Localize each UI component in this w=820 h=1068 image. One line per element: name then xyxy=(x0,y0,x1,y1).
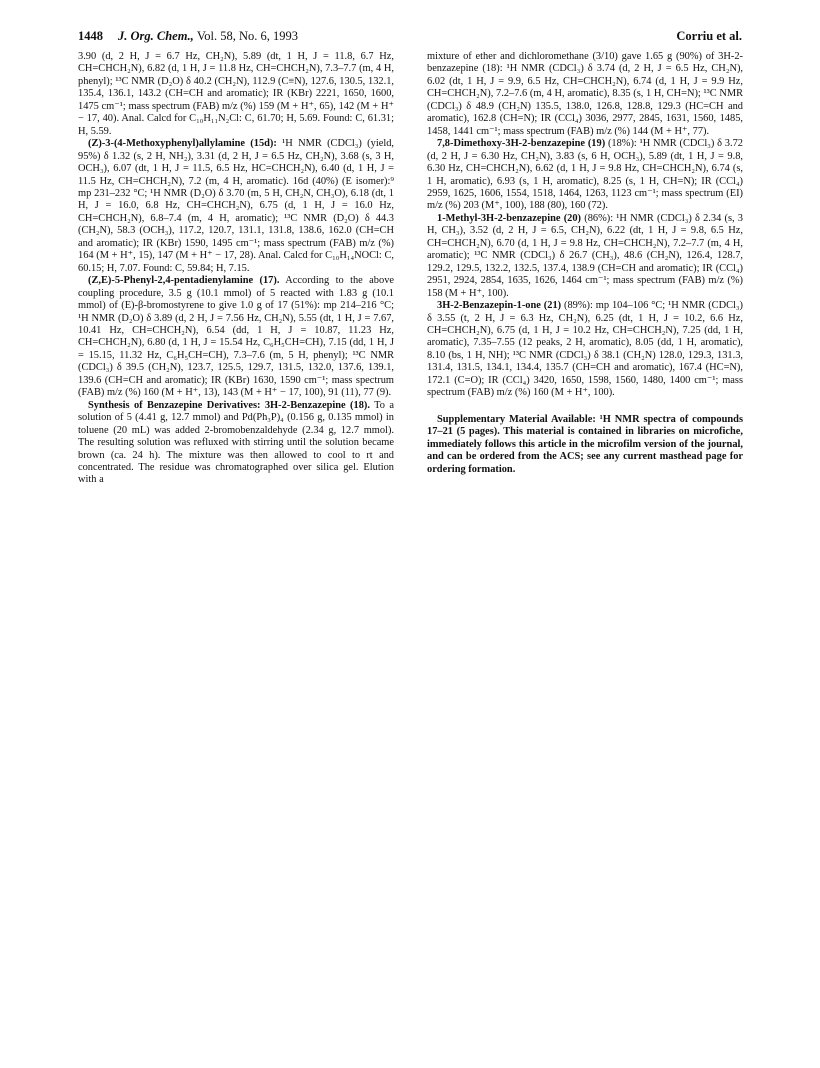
paragraph-text: To a solution of 5 (4.41 g, 12.7 mmol) and Pd(Ph₃P)₄ (0.156 g, 0.135 mmol) in toluene (20 mL) was added 2-bromobenzaldehyde (2.34 g, 12.7 mmol). The resulting solution was refluxed with stirring until the solution became brown (ca. 24 h). The mixture was then allowed to cool to rt and concentrated. The residue was chromatographed over silica gel. Elution with a xyxy=(78,399,394,486)
paragraph-17 xyxy=(78,275,394,400)
running-authors: Corriu et al. xyxy=(676,29,742,43)
paragraph-text: According to the above coupling procedure, 3.5 g (10.1 mmol) of 5 reacted with 1.83 g (10.1 mmol) of (E)-β-bromostyrene to give 1.0 g of 17 (51%): mp 214–216 °C; ¹H NMR (D₂O) δ 3.89 (d, 2 H, J = 7.56 Hz, CH₂N), 5.55 (dt, 1 H, J = 7.67, 10.41 Hz, CH=CHCH₂N), 6.54 (dd, 1 H, J = 10.87, 11.23 Hz, CH=CHCH₂N), 6.80 (d, 1 H, J = 15.54 Hz, C₆H₅CH=CH), 7.15 (dd, 1 H, J = 15.15, 11.32 Hz, C₆H₅CH=CH), 7.3–7.6 (m, 5 H, phenyl); ¹³C NMR (CDCl₃) δ 39.5 (CH₂N), 123.7, 125.5, 129.7, 131.5, 132.0, 137.6, 139.1, 139.6 (CH=CH and aromatic); IR (KBr) 1630, 1590 cm⁻¹; mass spectrum (FAB) m/z (%) 160 (M + H⁺, 13), 143 (M + H⁺ − 17, 100), 91 (11), 77 (9). xyxy=(78,275,394,399)
right-column xyxy=(427,51,743,476)
paragraph-18-continued xyxy=(427,51,743,138)
paragraph-heading: 1-Methyl-3H-2-benzazepine (20) xyxy=(437,212,582,224)
journal-name: J. Org. Chem., xyxy=(118,29,194,43)
paragraph-text: mixture of ether and dichloromethane (3/10) gave 1.65 g (90%) of 3H-2-benzazepine (18): ¹H NMR (CDCl₃) δ 3.74 (d, 2 H, J = 6.5 Hz, CH₂N), 6.02 (dt, 1 H, J = 9.9, 6.5 Hz, CH=CHCH₂N), 6.74 (d, 1 H, J = 9.9 Hz, CH=CHCH₂N), 7.2–7.6 (m, 4 H, aromatic), 8.35 (s, 1 H, CH=N); ¹³C NMR (CDCl₃) δ 48.9 (CH₂N) 135.5, 138.0, 126.8, 128.8, 129.3 (HC=CH and aromatic), 162.8 (CH=N); IR (CCl₄) 3036, 2977, 2845, 1631, 1560, 1485, 1458, 1441 cm⁻¹; mass spectrum (FAB) m/z (%) 144 (M + H⁺, 77). xyxy=(427,51,743,137)
volume-info: Vol. 58, No. 6, 1993 xyxy=(196,29,298,43)
paragraph-18 xyxy=(78,400,394,487)
paragraph-text: 3.90 (d, 2 H, J = 6.7 Hz, CH₂N), 5.89 (dt, 1 H, J = 11.8, 6.7 Hz, CH=CHCH₂N), 6.82 (d, 1 H, J = 11.8 Hz, CH=CHCH₂N), 7.3–7.7 (m, 4 H, phenyl); ¹³C NMR (D₂O) δ 40.2 (CH₂N), 112.9 (C≡N), 127.6, 130.5, 132.1, 135.4, 136.1, 143.2 (CH=CH and aromatic); IR (KBr) 2221, 1650, 1600, 1475 cm⁻¹; mass spectrum (FAB) m/z (%) 159 (M + H⁺, 65), 142 (M + H⁺ − 17, 40). Anal. Calcd for C₁₀H₁₁N₂Cl: C, 61.70; H, 5.69. Found: C, 61.31; H, 5.59. xyxy=(78,51,394,137)
supplementary-title: Supplementary Material Available: xyxy=(437,413,596,425)
paragraph-21 xyxy=(427,300,743,400)
supplementary-material xyxy=(427,414,743,476)
left-column xyxy=(78,51,394,487)
paragraph-text: (86%): ¹H NMR (CDCl₃) δ 2.34 (s, 3 H, CH₃), 3.52 (d, 2 H, J = 6.5, CH₂N), 6.22 (dt, 1 H, J = 9.8, 6.5 Hz, CH=CHCH₂N), 6.70 (d, 1 H, J = 9.8 Hz, CH=CHCH₂N), 7.2–7.7 (m, 4 H, aromatic); ¹³C NMR (CDCl₃) δ 26.7 (CH₃), 48.6 (CH₂N), 126.4, 128.7, 129.2, 129.5, 132.2, 132.5, 137.4, 138.9 (CH=CH and aromatic); IR (CCl₄) 2951, 2924, 2854, 1635, 1626, 1464 cm⁻¹; mass spectrum (FAB) m/z (%) 158 (M + H⁺, 100). xyxy=(427,212,743,299)
paragraph-text: ¹H NMR (CDCl₃) (yield, 95%) δ 1.32 (s, 2 H, NH₂), 3.31 (d, 2 H, J = 6.5 Hz, CH₂N), 3.68 (s, 3 H, OCH₃), 6.07 (dt, 1 H, J = 11.5, 6.5 Hz, HC=CHCH₂N), 6.40 (d, 1 H, J = 11.5 Hz, CH=CHCH₂N), 7.2 (m, 4 H, aromatic). 16d (40%) (E isomer):⁹ mp 231–232 °C; ¹H NMR (D₂O) δ 3.70 (m, 5 H, CH₂N, CH₃O), 6.18 (dt, 1 H, J = 16.0, 6.8 Hz, CH=CHCH₂N), 6.75 (d, 1 H, J = 16.0 Hz, CH=CHCH₂N), 6.8–7.4 (m, 4 H, aromatic); ¹³C NMR (D₂O) δ 44.3 (CH₂N), 58.3 (OCH₃), 117.2, 120.7, 131.1, 131.8, 138.6, 162.0 (CH=CH and aromatic); IR (KBr) 1590, 1495 cm⁻¹; mass spectrum (FAB) m/z (%) 164 (M + H⁺, 15), 147 (M + H⁺ − 17, 28). Anal. Calcd for C₁₀H₁₄NOCl: C, 60.15; H, 7.07. Found: C, 59.84; H, 7.15. xyxy=(78,138,394,274)
paragraph-heading: 3H-2-Benzazepin-1-one (21) xyxy=(437,300,562,312)
paragraph-15d xyxy=(78,138,394,275)
paragraph-heading: (Z)-3-(4-Methoxyphenyl)allylamine (15d): xyxy=(88,138,277,150)
paragraph-20 xyxy=(427,213,743,300)
page-header xyxy=(78,29,742,47)
paragraph-heading: Synthesis of Benzazepine Derivatives: 3H-2-Benzazepine (18). xyxy=(88,399,370,411)
paragraph-19 xyxy=(427,138,743,213)
journal-citation xyxy=(118,29,298,44)
paragraph-15c-continued xyxy=(78,51,394,138)
supplementary-text: ¹H NMR spectra of compounds 17–21 (5 pages). This material is contained in libraries on microfiche, immediately follows this article in the microfilm version of the journal, and can be ordered from the ACS; see any current masthead page for ordering formation. xyxy=(427,413,743,475)
paragraph-heading: (Z,E)-5-Phenyl-2,4-pentadienylamine (17). xyxy=(88,275,280,287)
page-number: 1448 xyxy=(78,29,103,43)
paragraph-text: (18%): ¹H NMR (CDCl₃) δ 3.72 (d, 2 H, J = 6.30 Hz, CH₂N), 3.83 (s, 6 H, OCH₃), 5.89 (dt, 1 H, J = 9.8, 6.30 Hz, CH=CHCH₂N), 6.62 (d, 1 H, J = 9.8 Hz, CH=CHCH₂N), 6.74 (s, 1 H, aromatic), 6.93 (s, 1 H, aromatic), 8.25 (s, 1 H, CH=N); IR (CCl₄) 2959, 1625, 1606, 1554, 1518, 1464, 1263, 1123 cm⁻¹; mass spectrum (EI) m/z (%) 203 (M⁺, 100), 188 (80), 160 (72). xyxy=(427,138,743,212)
paragraph-text: (89%): mp 104–106 °C; ¹H NMR (CDCl₃) δ 3.55 (t, 2 H, J = 6.3 Hz, CH₂N), 6.25 (dt, 1 H, J = 10.2, 6.6 Hz, CH=CHCH₂N), 6.75 (d, 1 H, J = 10.2 Hz, CH=CHCH₂N), 7.25 (dd, 1 H, aromatic), 7.35–7.55 (12 peaks, 2 H, aromatic), 8.05 (dd, 1 H, aromatic), 8.10 (bs, 1 H, NH); ¹³C NMR (CDCl₃) δ 38.1 (CH₂N) 128.0, 129.3, 131.3, 131.4, 131.5, 134.1, 134.4, 135.7 (CH=CH and aromatic), 167.4 (HC=N), 172.1 (C=O); IR (CCl₄) 3420, 1650, 1598, 1560, 1480, 1400 cm⁻¹; mass spectrum (FAB) m/z (%) 160 (M + H⁺, 100). xyxy=(427,300,743,399)
paragraph-heading: 7,8-Dimethoxy-3H-2-benzazepine (19) xyxy=(437,138,606,150)
